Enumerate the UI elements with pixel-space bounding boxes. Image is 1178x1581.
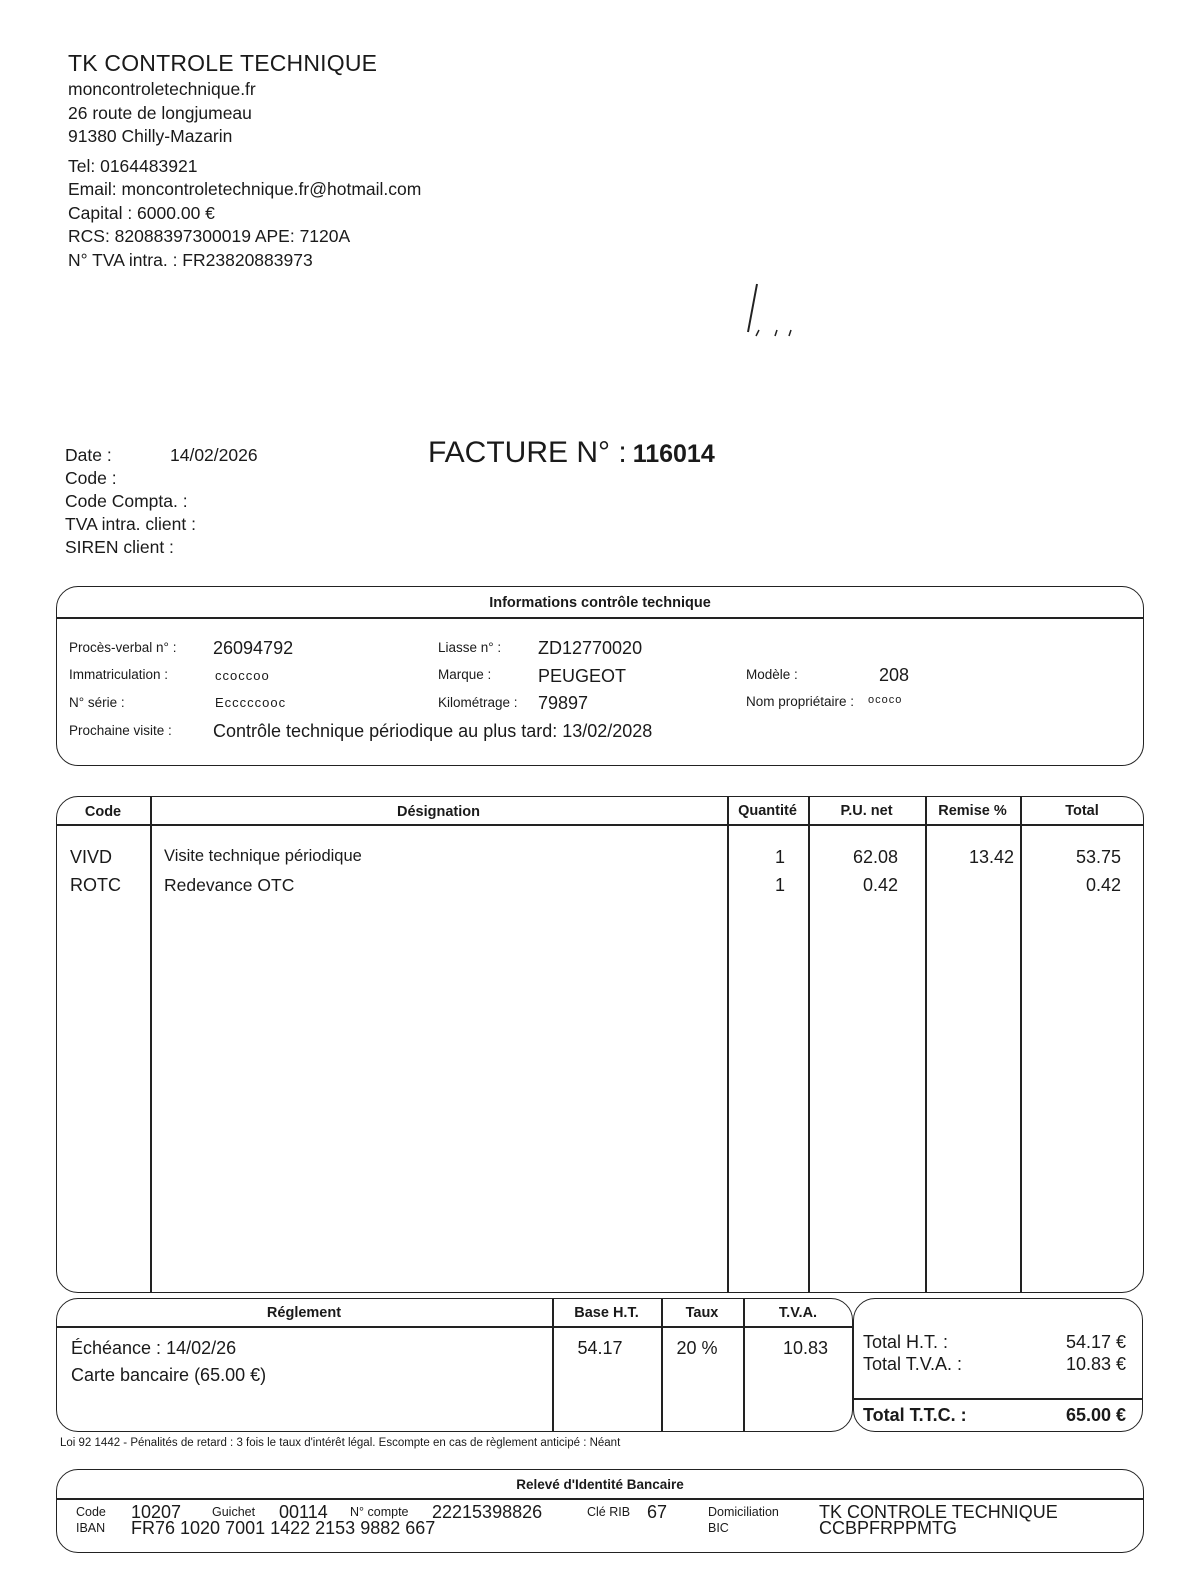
proprietaire-label: Nom propriétaire : [746,694,855,709]
serie-label: N° série : [69,695,125,710]
row-pu: 0.42 [862,875,898,895]
col-header-code: Code [84,804,122,820]
invoice-meta [65,444,258,559]
total-ttc-label: Total T.T.C. : [863,1405,967,1425]
company-email: Email: moncontroletechnique.fr@hotmail.com [68,179,422,199]
pen-mark [735,280,805,340]
row-designation: Redevance OTC [164,875,295,895]
code-label: Code : [65,468,117,488]
rib-domiciliation-value: TK CONTROLE TECHNIQUE [819,1502,1058,1522]
rib-compte-label: N° compte [350,1505,409,1519]
prochaine-visite-label: Prochaine visite : [69,723,172,738]
col-divider [925,796,927,1293]
rib-iban-label: IBAN [76,1521,106,1535]
total-ttc-value: 65.00 € [1065,1405,1126,1425]
row-total: 53.75 [1075,847,1121,867]
company-rcs: RCS: 82088397300019 APE: 7120A [68,226,351,246]
total-ht-label: Total H.T. : [863,1332,949,1352]
base-ht-value: 54.17 [577,1338,623,1358]
tva-client-label: TVA intra. client : [65,514,196,534]
col-divider [150,796,152,1293]
prochaine-visite-value: Contrôle technique périodique au plus tard: 13/02/2028 [213,721,653,741]
col-divider [727,796,729,1293]
company-capital: Capital : 6000.00 € [68,202,215,223]
company-address-line1: 26 route de longjumeau [68,102,252,123]
rib-iban-value: FR76 1020 7001 1422 2153 9882 667 [131,1518,436,1538]
modele-value: 208 [879,665,910,685]
taux-value: 20 % [676,1338,718,1358]
liasse-label: Liasse n° : [438,640,502,655]
rib-guichet-value: 00114 [279,1502,328,1522]
immat-value: ccoccoo [215,668,270,683]
row-designation: Visite technique périodique [164,847,362,865]
tva-value: 10.83 [782,1338,828,1358]
row-quantite: 1 [774,875,785,895]
row-code: VIVD [70,847,113,867]
base-ht-header: Base H.T. [574,1305,639,1321]
tva-header: T.V.A. [778,1305,818,1321]
ct-info-title: Informations contrôle technique [489,595,711,611]
rib-cle-value: 67 [647,1502,668,1522]
rib-bic-label: BIC [708,1521,729,1535]
company-tva: N° TVA intra. : FR23820883973 [68,249,313,270]
rib-title: Relevé d'Identité Bancaire [516,1477,684,1492]
immat-label: Immatriculation : [69,667,169,682]
rib-bic-value: CCBPFRPPMTG [819,1518,958,1538]
modele-label: Modèle : [746,667,798,682]
rib-code-value: 10207 [131,1502,182,1522]
ct-info-divider [56,617,1144,619]
payment-mode: Carte bancaire (65.00 €) [71,1365,267,1385]
items-table [56,796,1144,1293]
km-label: Kilométrage : [438,695,518,710]
legal-footnote: Loi 92 1442 - Pénalités de retard : 3 fois le taux d'intérêt légal. Escompte en cas de règlement anticipé : Néant [60,1437,621,1449]
totals-divider [853,1398,1143,1400]
company-tel: Tel: 0164483921 [68,155,198,176]
invoice-number: 116014 [632,440,715,468]
col-header-quantite: Quantité [738,803,797,819]
company-details [68,78,421,272]
rib-compte-value: 22215398826 [432,1502,543,1522]
invoice-title [428,436,715,470]
total-tva-label: Total T.V.A. : [863,1354,963,1374]
row-quantite: 1 [774,847,785,867]
serie-value: Ecccccooc [215,695,287,710]
liasse-value: ZD12770020 [538,638,643,658]
rib-code-label: Code [76,1505,106,1519]
row-code: ROTC [70,875,121,895]
taux-header: Taux [685,1305,719,1321]
pv-value: 26094792 [213,638,294,658]
items-header-divider [56,824,1144,826]
col-header-total: Total [1065,803,1099,819]
total-tva-value: 10.83 € [1065,1354,1126,1374]
company-name: TK CONTROLE TECHNIQUE [68,50,378,76]
invoice-label: FACTURE N° : [428,436,627,469]
total-ht-value: 54.17 € [1065,1332,1126,1352]
siren-client-label: SIREN client : [65,537,174,557]
code-compta-label: Code Compta. : [65,491,188,511]
date-label: Date : [65,445,112,465]
proprietaire-value: ococo [868,694,903,706]
col-divider [1020,796,1022,1293]
row-pu: 62.08 [852,847,898,867]
rib-cle-label: Clé RIB [587,1505,631,1519]
marque-label: Marque : [438,667,492,682]
row-remise: 13.42 [968,847,1014,867]
rib-domiciliation-label: Domiciliation [708,1505,779,1519]
col-header-remise: Remise % [938,803,1007,819]
company-website: moncontroletechnique.fr [68,79,256,99]
col-header-designation: Désignation [397,804,480,820]
echeance: Échéance : 14/02/26 [71,1338,237,1358]
rib-guichet-label: Guichet [212,1505,256,1519]
km-value: 79897 [538,693,589,713]
company-address-line2: 91380 Chilly-Mazarin [68,126,233,146]
payment-header-divider [56,1326,853,1328]
row-total: 0.42 [1085,875,1121,895]
col-header-pu: P.U. net [840,803,893,819]
marque-value: PEUGEOT [538,666,627,686]
col-divider [808,796,810,1293]
reglement-title: Réglement [266,1305,342,1321]
rib-divider [56,1498,1144,1500]
pv-label: Procès-verbal n° : [69,640,177,655]
date-value: 14/02/2026 [170,445,258,465]
